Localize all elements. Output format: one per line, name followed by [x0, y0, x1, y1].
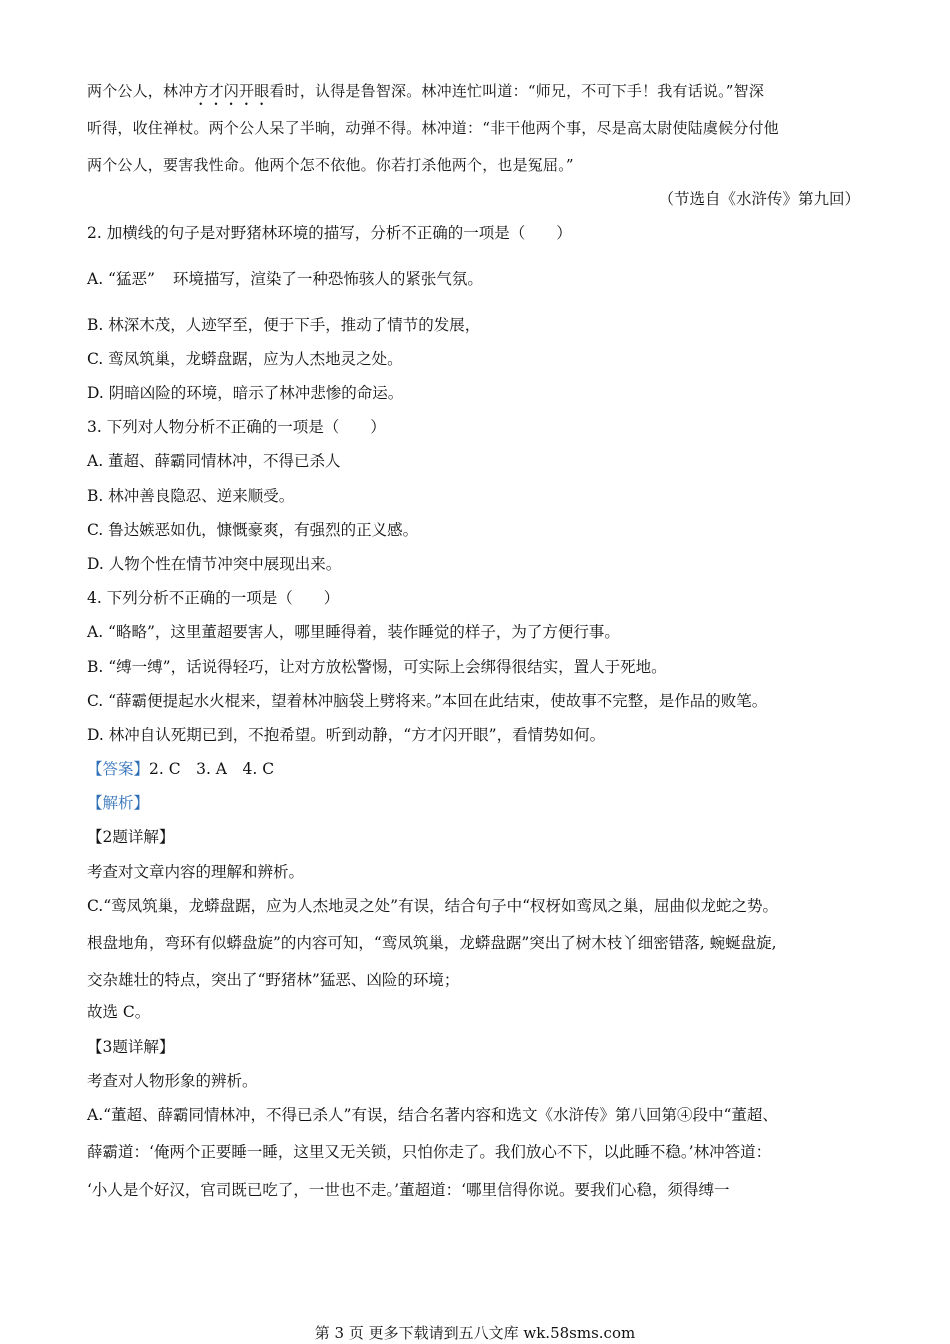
passage-text: 两个公人，林冲: [87, 82, 194, 100]
passage-line-2: 听得，收住禅杖。两个公人呆了半晌，动弹不得。林冲道：“非干他两个事，尽是高太尉使陆虞候分付他: [87, 119, 779, 137]
q4-option-b: B. “缚一缚”，话说得轻巧，让对方放松警惕，可实际上会绑得很结实，置人于死地。: [87, 658, 667, 676]
q3-option-c: C. 鲁达嫉恶如仇，慷慨豪爽，有强烈的正义感。: [87, 521, 419, 539]
q2-option-a: [87, 267, 483, 291]
q4-option-a: A. “略略”，这里董超要害人，哪里睡得着，装作睡觉的样子，为了方便行事。: [87, 623, 620, 641]
q4-stem: 4. 下列分析不正确的一项是（ ）: [87, 589, 340, 607]
analysis-tag: 【解析】: [87, 794, 150, 812]
q2-detail-line-1: C.“鸾凤筑巢，龙蟒盘踞，应为人杰地灵之处”有误，结合句子中“杈枒如鸾凤之巢，屈曲似龙蛇之势。: [87, 897, 779, 915]
q2-option-b: B. 林深木茂，人迹罕至，便于下手，推动了情节的发展，: [87, 316, 481, 334]
q3-detail-line-3: ‘小人是个好汉，官司既已吃了，一世也不走。’董超道：‘哪里信得你说。要我们心稳，须得缚一: [87, 1181, 730, 1199]
q2-detail-intro: 考查对文章内容的理解和辨析。: [87, 863, 305, 881]
q3-option-b: B. 林冲善良隐忍、逆来顺受。: [87, 487, 295, 505]
answer-tag: 【答案】: [87, 760, 150, 778]
emphasized-phrase: 方才闪开眼: [193, 82, 270, 100]
page-footer: 第 3 页 更多下载请到五八文库 wk.58sms.com: [314, 1324, 636, 1342]
q2-detail-title: 【2题详解】: [87, 828, 175, 846]
q3-detail-line-2: 薛霸道：‘俺两个正要睡一睡，这里又无关锁，只怕你走了。我们放心不下，以此睡不稳。’林冲答道：: [87, 1143, 772, 1161]
q3-option-a: A. 董超、薛霸同情林冲，不得已杀人: [87, 452, 341, 470]
passage-source: （节选自《水浒传》第九回）: [658, 190, 860, 208]
q2-stem: 2. 加横线的句子是对野猪林环境的描写，分析不正确的一项是（ ）: [87, 224, 572, 242]
answer-line: [87, 757, 274, 781]
q4-option-c: C. “薛霸便提起水火棍来，望着林冲脑袋上劈将来。”本回在此结束，使故事不完整，是作品的败笔。: [87, 692, 768, 710]
q2-detail-line-3: 交杂雄壮的特点，突出了“野猪林”猛恶、凶险的环境；: [87, 971, 460, 989]
q2-option-d: D. 阴暗凶险的环境，暗示了林冲悲惨的命运。: [87, 384, 404, 402]
passage-line-1: [87, 79, 764, 109]
option-text: A. “猛恶”: [87, 270, 155, 288]
q3-detail-line-1: A.“董超、薛霸同情林冲，不得已杀人”有误，结合名著内容和选文《水浒传》第八回第④段中“董超、: [87, 1106, 778, 1124]
q2-detail-choice: 故选 C。: [87, 1003, 151, 1021]
passage-text: 看时，认得是鲁智深。林冲连忙叫道：“师兄，不可下手！我有话说。”智深: [269, 82, 765, 100]
option-text: 环境描写，渲染了一种恐怖骇人的紧张气氛。: [172, 270, 483, 288]
q3-detail-intro: 考查对人物形象的辨析。: [87, 1072, 258, 1090]
q3-stem: 3. 下列对人物分析不正确的一项是（ ）: [87, 418, 386, 436]
q2-detail-line-2: 根盘地角，弯环有似蟒盘旋”的内容可知，“鸾凤筑巢，龙蟒盘踞”突出了树木枝丫细密错落, 蜿蜒盘旋,: [87, 934, 777, 952]
answer-value: 2. C 3. A 4. C: [149, 760, 275, 778]
q4-option-d: D. 林冲自认死期已到，不抱希望。听到动静，“方才闪开眼”，看情势如何。: [87, 726, 606, 744]
q3-detail-title: 【3题详解】: [87, 1038, 175, 1056]
q3-option-d: D. 人物个性在情节冲突中展现出来。: [87, 555, 342, 573]
passage-line-3: 两个公人，要害我性命。他两个怎不依他。你若打杀他两个，也是冤屈。”: [87, 156, 574, 174]
q2-option-c: C. 鸾凤筑巢，龙蟒盘踞，应为人杰地灵之处。: [87, 350, 403, 368]
